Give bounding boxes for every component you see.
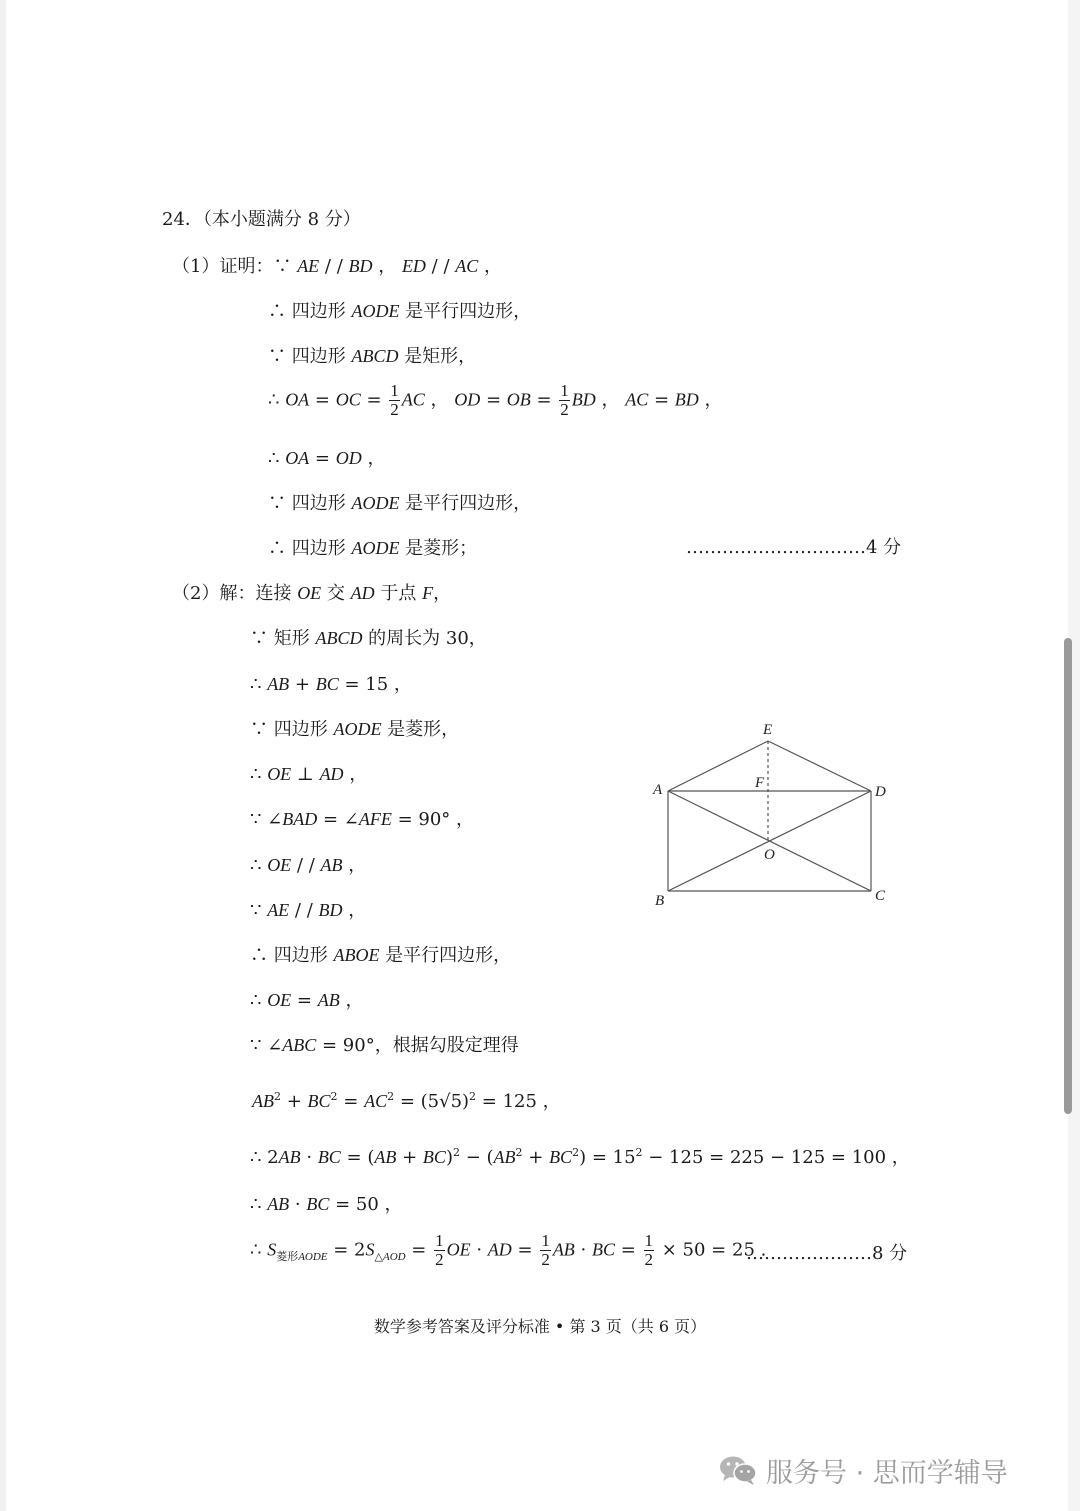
part2-line-1: （2）解：连接 OE 交 AD 于点 F， [172, 583, 452, 604]
fraction-half: $\frac{1}{2}$ [644, 1231, 654, 1269]
part1-label: （1）证明： [172, 256, 274, 277]
page-footer: 数学参考答案及评分标准 • 第 3 页（共 6 页） [373, 1317, 707, 1336]
part2-line-8: ∵ AE / / BD ， [250, 900, 367, 921]
part1-line-7: ∴ 四边形 AODE 是菱形； [268, 538, 478, 559]
part2-line-11: ∵ ∠ABC = 90°，根据勾股定理得 [250, 1035, 519, 1056]
part2-line-2: ∵ 矩形 ABCD 的周长为 30， [250, 628, 487, 649]
geometry-figure [648, 718, 896, 914]
label-A: A [653, 782, 663, 798]
part1-line-4: ∴ OA = OC = $\frac{1}{2}$ AC ， OD = OB = $\frac{1}{2}$ BD ， AC = BD ， [268, 381, 723, 419]
label-C: C [875, 888, 886, 904]
watermark [718, 1450, 1008, 1490]
wechat-icon [718, 1454, 758, 1486]
scrollbar-thumb[interactable] [1064, 638, 1072, 1114]
part2-line-15: ∴ $S_{菱形AODE} = 2S_{\triangle AOD}$ = $\frac{1}{2}$ OE · AD = $\frac{1}{2}$ AB · BC = $\frac{1}{2}$ × 50 = 25 . [250, 1231, 767, 1269]
label-F: F [755, 775, 765, 791]
part2-line-9: ∴ 四边形 ABOE 是平行四边形， [250, 945, 512, 966]
part2-line-7: ∴ OE / / AB ， [250, 855, 367, 876]
part2-line-12: $AB^2 + BC^2 = AC^2 = (5√5)^2 = 125$ ， [252, 1090, 561, 1112]
fraction-half: $\frac{1}{2}$ [435, 1231, 444, 1269]
segment-ED [768, 741, 871, 791]
fraction-half: $\frac{1}{2}$ [541, 1231, 550, 1269]
watermark-text: 服务号 · 思而学辅导 [766, 1457, 1008, 1489]
fraction-half: $\frac{1}{2}$ [390, 381, 399, 419]
part2-line-5: ∴ OE ⊥ AD ， [250, 764, 368, 785]
part2-label: （2）解： [172, 583, 256, 604]
part2-line-4: ∵ 四边形 AODE 是菱形， [250, 719, 460, 740]
segment-AE [668, 741, 768, 791]
question-header: 24．（本小题满分 8 分） [162, 209, 361, 230]
part1-line-1: （1）证明：∵ AE / / BD ， ED / / AC ， [172, 256, 502, 277]
label-D: D [875, 784, 886, 800]
part1-score: …………………………4 分 [686, 537, 902, 558]
part1-line-5: ∴ OA = OD ， [268, 448, 386, 469]
page-edge-left [0, 0, 6, 1511]
part2-line-3: ∴ AB + BC = 15 ， [250, 674, 412, 695]
label-B: B [655, 893, 665, 909]
part2-score: …………………8 分 [746, 1243, 908, 1264]
label-O: O [764, 847, 775, 863]
part2-line-6: ∵ ∠BAD = ∠AFE = 90° ， [250, 809, 475, 830]
part1-line-2: ∴ 四边形 AODE 是平行四边形， [268, 301, 532, 322]
part1-line-3: ∵ 四边形 ABCD 是矩形， [268, 346, 477, 367]
part1-line-6: ∵ 四边形 AODE 是平行四边形， [268, 493, 532, 514]
label-E: E [763, 722, 773, 738]
part2-line-14: ∴ AB · BC = 50 ， [250, 1194, 403, 1215]
part2-line-13: ∴ 2AB · BC = $(AB + BC)^2 - (AB^2 + BC^2) = 15^2 - 125 = 225 - 125 = 100$ ， [250, 1146, 910, 1168]
fraction-half: $\frac{1}{2}$ [560, 381, 569, 419]
part2-line-10: ∴ OE = AB ， [250, 990, 364, 1011]
